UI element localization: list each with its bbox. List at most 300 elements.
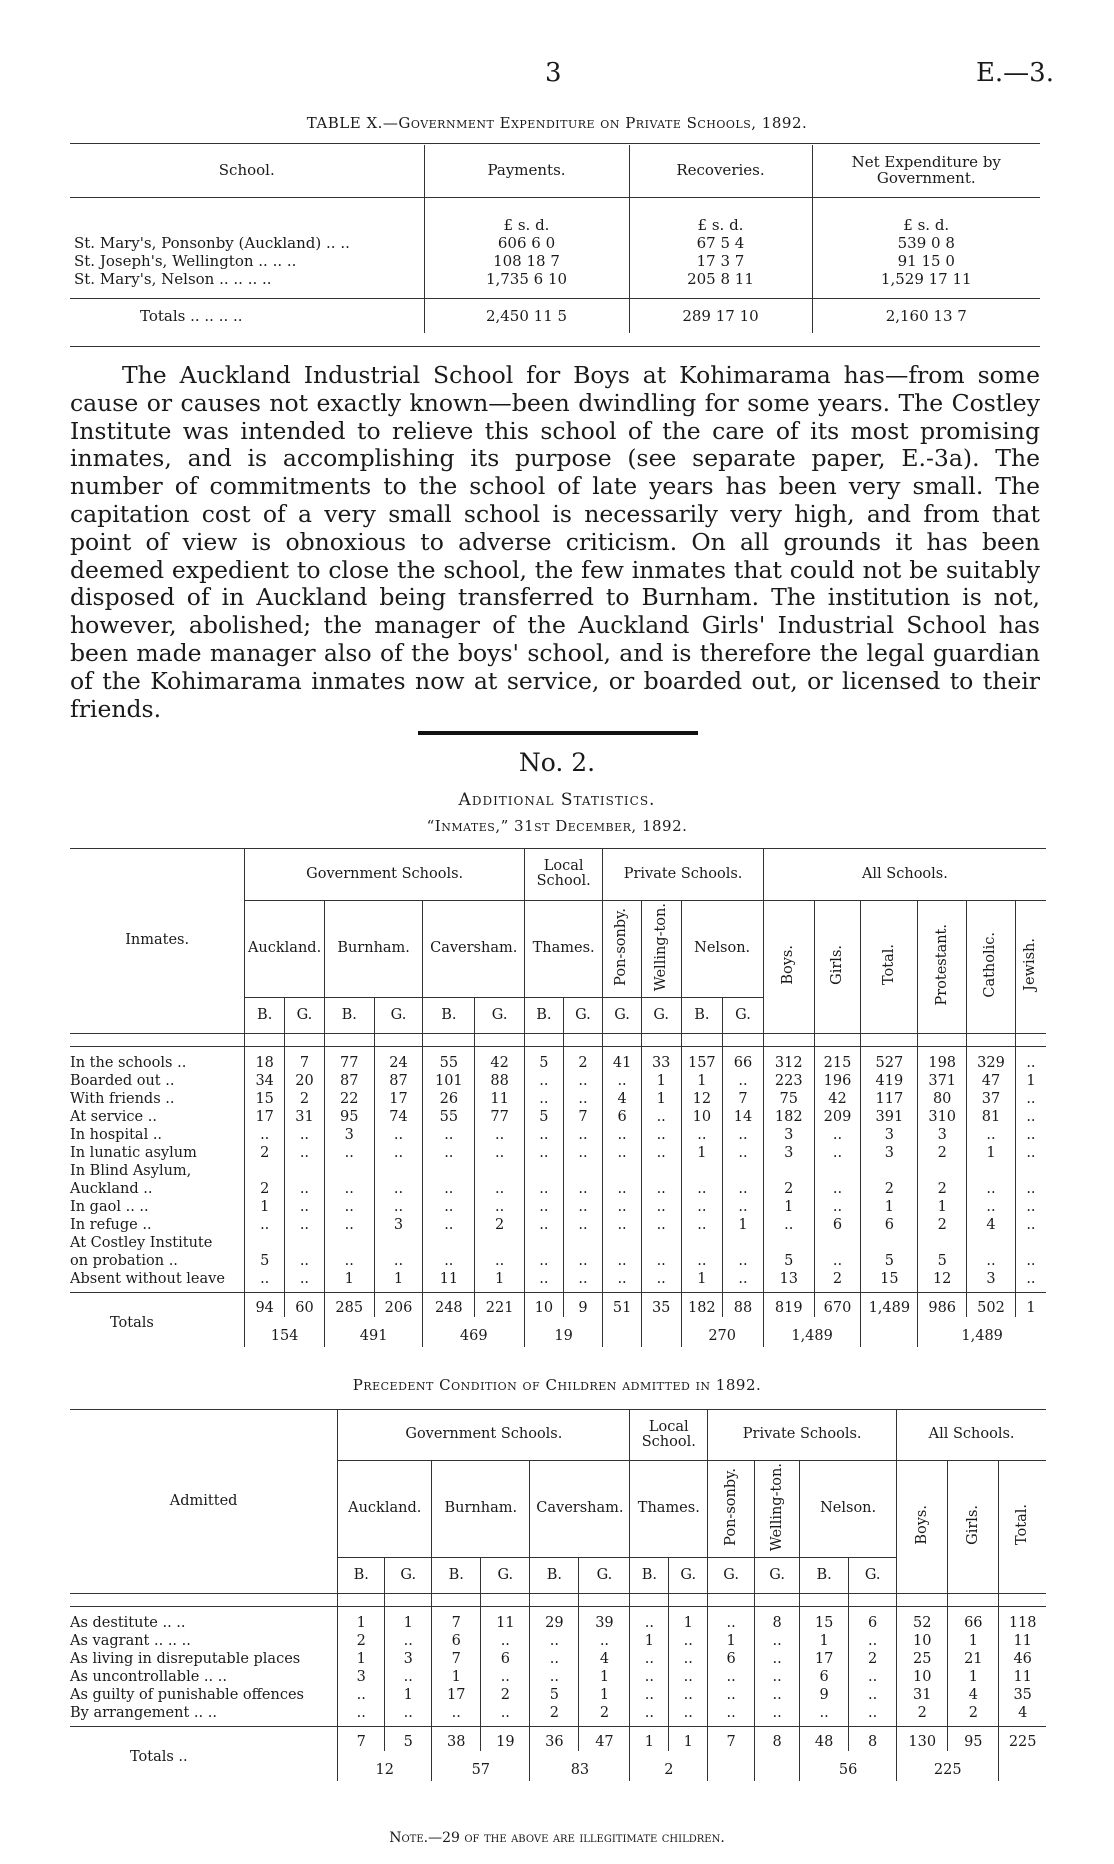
cell: .. (530, 1632, 579, 1650)
cell: 1 (723, 1216, 764, 1234)
cell: 1 (948, 1668, 999, 1686)
cell (1015, 1162, 1046, 1180)
cell: 3 (861, 1126, 918, 1144)
cell: .. (755, 1704, 800, 1727)
col-recoveries: Recoveries. (629, 145, 812, 197)
cell: 7 (432, 1593, 481, 1632)
cell: .. (525, 1180, 564, 1198)
cell: 13 (763, 1270, 814, 1293)
cell: .. (1015, 1198, 1046, 1216)
row-label: As vagrant .. .. .. (70, 1632, 191, 1649)
cell: 2 (897, 1704, 948, 1727)
table-x-top-rule (70, 143, 1040, 144)
cell: 42 (814, 1090, 861, 1108)
table-row (70, 1686, 1046, 1704)
cell: .. (475, 1144, 525, 1162)
total-cell: 1 (630, 1726, 669, 1751)
cell: .. (525, 1090, 564, 1108)
group-private-schools: Private Schools. (603, 849, 764, 900)
cell: .. (603, 1180, 642, 1198)
total-cell: 819 (763, 1292, 814, 1317)
cell: .. (563, 1144, 603, 1162)
cell: 3 (338, 1668, 385, 1686)
table-row (70, 1650, 1046, 1668)
row-label: As living in disreputable places (70, 1650, 301, 1667)
cell: 11 (423, 1270, 475, 1293)
cell: .. (530, 1668, 579, 1686)
cell: 21 (948, 1650, 999, 1668)
row-label: With friends .. (70, 1090, 175, 1107)
cell: 2 (918, 1180, 967, 1198)
cell: .. (603, 1144, 642, 1162)
cell: .. (285, 1180, 325, 1198)
cell: .. (563, 1270, 603, 1293)
total-cell: 130 (897, 1726, 948, 1751)
cell: 1 (385, 1686, 432, 1704)
cell: 14 (723, 1108, 764, 1126)
total-cell: 36 (530, 1726, 579, 1751)
inmates-bottom-rule (70, 1046, 1046, 1047)
cell: .. (681, 1252, 723, 1270)
table-note: Note.—29 of the above are illegitimate children. (389, 1830, 725, 1846)
table-row (70, 1180, 1046, 1198)
cell: 1 (708, 1632, 755, 1650)
cell: .. (324, 1180, 374, 1198)
cell: 5 (530, 1686, 579, 1704)
table-x-header-row (70, 145, 1040, 197)
totals-row (70, 1726, 1046, 1751)
table-row: St. Joseph's, Wellington .. .. .. 108 18 7 17 3 7 91 15 0 (70, 252, 1040, 270)
cell: .. (814, 1180, 861, 1198)
cell: 10 (681, 1108, 723, 1126)
cell: 22 (324, 1090, 374, 1108)
row-label: Absent without leave (70, 1270, 225, 1287)
cell: .. (814, 1198, 861, 1216)
cell: 15 (800, 1593, 849, 1632)
total-cell: 221 (475, 1292, 525, 1317)
cell: 11 (999, 1632, 1046, 1650)
cell: 7 (723, 1090, 764, 1108)
cell: .. (723, 1144, 764, 1162)
cell: 5 (763, 1252, 814, 1270)
group-total-thames: 2 (630, 1751, 708, 1781)
cell: .. (723, 1252, 764, 1270)
cell: 29 (530, 1593, 579, 1632)
cell: .. (1015, 1252, 1046, 1270)
cell (285, 1234, 325, 1252)
cell: 75 (763, 1090, 814, 1108)
cell: .. (755, 1668, 800, 1686)
cell: .. (374, 1126, 423, 1144)
cell: 46 (999, 1650, 1046, 1668)
cell: .. (324, 1198, 374, 1216)
section-divider (418, 731, 698, 735)
cell: 66 (723, 1033, 764, 1072)
cell: 6 (432, 1632, 481, 1650)
row-label: As guilty of punishable offences (70, 1686, 304, 1703)
row-label: At Costley Institute (70, 1234, 213, 1251)
cell: 42 (475, 1033, 525, 1072)
total-cell: 38 (432, 1726, 481, 1751)
cell: 3 (918, 1126, 967, 1144)
cell: .. (475, 1126, 525, 1144)
cell: 2 (481, 1686, 530, 1704)
cell: 1 (763, 1198, 814, 1216)
cell: 5 (525, 1033, 564, 1072)
cell: 11 (481, 1593, 530, 1632)
row-label: Auckland .. (70, 1180, 153, 1197)
cell: .. (285, 1126, 325, 1144)
cell: .. (723, 1072, 764, 1090)
cell: 2 (475, 1216, 525, 1234)
cell: 1 (475, 1270, 525, 1293)
group-total-auckland: 154 (245, 1317, 325, 1347)
cell: 47 (967, 1072, 1016, 1090)
cell: .. (967, 1252, 1016, 1270)
cell: 1 (918, 1198, 967, 1216)
cell: 5 (861, 1252, 918, 1270)
cell: .. (755, 1650, 800, 1668)
cell (723, 1234, 764, 1252)
cell: .. (1015, 1216, 1046, 1234)
cell: 2 (918, 1144, 967, 1162)
cell: .. (849, 1668, 897, 1686)
cell: .. (423, 1144, 475, 1162)
cell: .. (563, 1090, 603, 1108)
cell: 215 (814, 1033, 861, 1072)
cell: .. (338, 1686, 385, 1704)
cell: 1 (861, 1198, 918, 1216)
cell: 12 (681, 1090, 723, 1108)
cell: 101 (423, 1072, 475, 1090)
cell: 15 (861, 1270, 918, 1293)
cell: 2 (849, 1650, 897, 1668)
cell: 5 (918, 1252, 967, 1270)
cell: .. (814, 1252, 861, 1270)
totals-row (70, 1292, 1046, 1317)
cell: .. (525, 1198, 564, 1216)
cell: .. (1015, 1108, 1046, 1126)
table-row (70, 1270, 1046, 1293)
cell: 7 (563, 1108, 603, 1126)
cell: .. (563, 1072, 603, 1090)
cell: .. (849, 1686, 897, 1704)
cell: 371 (918, 1072, 967, 1090)
cell: .. (669, 1650, 708, 1668)
table-row (70, 1216, 1046, 1234)
group-total-caversham: 83 (530, 1751, 630, 1781)
cell: .. (669, 1686, 708, 1704)
row-label: As uncontrollable .. .. (70, 1668, 227, 1685)
cell: .. (800, 1704, 849, 1727)
cell: .. (641, 1144, 681, 1162)
cell: .. (324, 1216, 374, 1234)
cell: 17 (800, 1650, 849, 1668)
units: £ s. d. (424, 197, 629, 234)
total-cell: 48 (800, 1726, 849, 1751)
cell: 196 (814, 1072, 861, 1090)
cell: .. (525, 1270, 564, 1293)
cell: .. (324, 1144, 374, 1162)
cell (525, 1234, 564, 1252)
cell: .. (285, 1144, 325, 1162)
cell: 95 (324, 1108, 374, 1126)
cell: 81 (967, 1108, 1016, 1126)
cell: 198 (918, 1033, 967, 1072)
cell: 37 (967, 1090, 1016, 1108)
cell (763, 1162, 814, 1180)
cell: 17 (432, 1686, 481, 1704)
cell: .. (603, 1198, 642, 1216)
cell: 9 (800, 1686, 849, 1704)
cell: 1 (681, 1072, 723, 1090)
total-cell: 7 (708, 1726, 755, 1751)
inmates-table: Inmates. Government Schools. Local School. Private Schools. All Schools. Auckland. Burnham. Caversham. Thames. Pon-sonby. Welling-ton. Nelson. Boys. Girls. Total. Protestant. Catholic. Jewish. B. G. B. G. B. G. B. G. G. G. B. G. In the schools .. 18 7 77 24 55 42 5 2 41 33 157 66 312 215 527 198 329 .. Boarded out .. 34 20 87 87 101 88 .. .. .. 1 1 .. 223 196 419 371 47 1 With friends .. 15 2 22 17 26 11 .. .. 4 1 12 7 75 42 117 80 37 .. At service .. 17 31 95 74 55 77 5 7 6 .. 10 14 182 209 391 310 81 .. In hospital .. .. .. 3 .. .. .. .. .. .. .. .. .. 3 .. 3 3 .. .. In lunatic asylum 2 .. .. .. .. .. .. .. .. .. 1 .. 3 .. 3 2 1 .. In Blind Asylum, Auckland .. 2 .. .. .. .. .. .. .. .. .. .. .. 2 .. 2 2 .. .. In gaol .. .. 1 .. .. .. .. .. .. .. .. .. .. .. 1 .. 1 1 .. .. In refuge .. .. .. .. 3 .. 2 .. .. .. .. .. 1 .. 6 6 2 4 .. At Costley Institute on probation .. 5 .. .. .. .. .. .. .. .. .. .. .. 5 .. 5 5 .. .. Absent without leave .. .. 1 1 11 1 .. .. .. .. 1 .. 13 2 15 12 3 .. Totals 94 60 285 206 248 221 10 9 51 35 182 88 819 670 1,489 986 502 1 154 491 469 19 270 1,489 1,489 (70, 849, 1046, 1347)
cell: 209 (814, 1108, 861, 1126)
cell: .. (723, 1198, 764, 1216)
col-net-expenditure: Net Expenditure by Government. (812, 145, 1040, 197)
cell: 11 (999, 1668, 1046, 1686)
cell: 2 (530, 1704, 579, 1727)
cell: .. (641, 1252, 681, 1270)
cell: 3 (324, 1126, 374, 1144)
cell: .. (967, 1126, 1016, 1144)
total-cell: 206 (374, 1292, 423, 1317)
cell: .. (723, 1270, 764, 1293)
col-school: School. (70, 145, 424, 197)
table-row (70, 1252, 1046, 1270)
cell (967, 1234, 1016, 1252)
admitted-table: Admitted Government Schools. Local School. Private Schools. All Schools. Auckland. Burnham. Caversham. Thames. Pon-sonby. Welling-ton. Nelson. Boys. Girls. Total. B. G. B. G. B. G. B. G. G. G. B. G. As destitute .. .. 1 1 7 11 29 39 .. 1 .. 8 15 6 52 66 118 As vagrant .. .. .. 2 .. 6 .. .. .. 1 .. 1 .. 1 .. 10 1 11 As living in disreputable places 1 3 7 6 .. 4 .. .. 6 .. 17 2 25 21 46 As uncontrollable .. .. 3 .. 1 .. .. 1 .. .. .. .. 6 .. 10 1 11 As guilty of punishable offences .. 1 17 2 5 1 .. .. .. .. 9 .. 31 4 35 By arrangement .. .. .. .. .. .. 2 2 .. .. .. .. .. .. 2 2 4 Totals .. 7 5 38 19 36 47 1 1 7 8 48 8 130 95 225 12 57 83 2 56 225 (70, 1410, 1046, 1781)
cell (641, 1234, 681, 1252)
cell: 1 (385, 1593, 432, 1632)
cell: 1 (338, 1593, 385, 1632)
cell: .. (669, 1632, 708, 1650)
cell: .. (630, 1593, 669, 1632)
total-cell: 95 (948, 1726, 999, 1751)
cell: 10 (897, 1668, 948, 1686)
cell: 3 (763, 1144, 814, 1162)
cell: .. (630, 1650, 669, 1668)
table-row (70, 1072, 1046, 1090)
total-cell: 1,489 (861, 1292, 918, 1317)
table-row (70, 1632, 1046, 1650)
cell: .. (641, 1108, 681, 1126)
cell: 74 (374, 1108, 423, 1126)
cell: 1 (967, 1144, 1016, 1162)
group-total-religion: 1,489 (918, 1317, 1046, 1347)
cell: 1 (641, 1072, 681, 1090)
cell: 419 (861, 1072, 918, 1090)
cell: .. (630, 1686, 669, 1704)
cell: 3 (385, 1650, 432, 1668)
cell: .. (681, 1126, 723, 1144)
group-total-all_bg: 225 (897, 1751, 999, 1781)
cell: .. (374, 1198, 423, 1216)
cell: .. (374, 1144, 423, 1162)
cell: 34 (245, 1072, 285, 1090)
cell: .. (563, 1216, 603, 1234)
row-label: In refuge .. (70, 1216, 152, 1233)
cell: .. (708, 1593, 755, 1632)
cell (374, 1162, 423, 1180)
cell: 4 (603, 1090, 642, 1108)
precedent-table-title: Precedent Condition of Children admitted in 1892. (352, 1376, 762, 1394)
cell: .. (1015, 1090, 1046, 1108)
cell: .. (641, 1216, 681, 1234)
document-code: E.—3. (975, 58, 1054, 88)
table-row (70, 1593, 1046, 1632)
table-row (70, 1126, 1046, 1144)
cell (324, 1162, 374, 1180)
cell: 39 (579, 1593, 630, 1632)
total-cell: 986 (918, 1292, 967, 1317)
cell: 2 (245, 1144, 285, 1162)
cell: .. (374, 1180, 423, 1198)
cell: 118 (999, 1593, 1046, 1632)
cell: .. (423, 1252, 475, 1270)
cell: .. (630, 1668, 669, 1686)
cell: 3 (374, 1216, 423, 1234)
section-number: No. 2. (518, 748, 596, 777)
cell: .. (475, 1198, 525, 1216)
table-x-totals-row: Totals .. .. .. .. 2,450 11 5 289 17 10 2,160 13 7 (70, 298, 1040, 333)
cell (1015, 1234, 1046, 1252)
cell: 2 (285, 1090, 325, 1108)
cell: .. (641, 1126, 681, 1144)
cell: .. (525, 1216, 564, 1234)
row-label: Boarded out .. (70, 1072, 175, 1089)
cell: .. (385, 1632, 432, 1650)
cell (423, 1234, 475, 1252)
cell: .. (723, 1180, 764, 1198)
cell (861, 1162, 918, 1180)
cell (285, 1162, 325, 1180)
cell: 5 (245, 1252, 285, 1270)
cell: 11 (475, 1090, 525, 1108)
row-label: In the schools .. (70, 1054, 187, 1071)
cell: .. (603, 1216, 642, 1234)
group-total-caversham: 469 (423, 1317, 525, 1347)
cell: 66 (948, 1593, 999, 1632)
cell: 80 (918, 1090, 967, 1108)
cell: .. (579, 1632, 630, 1650)
cell: 329 (967, 1033, 1016, 1072)
cell: .. (755, 1632, 800, 1650)
cell: 2 (814, 1270, 861, 1293)
cell: 6 (849, 1593, 897, 1632)
row-label: In hospital .. (70, 1126, 163, 1143)
total-cell: 248 (423, 1292, 475, 1317)
cell: .. (285, 1216, 325, 1234)
cell (814, 1234, 861, 1252)
cell: .. (603, 1072, 642, 1090)
cell: 1 (800, 1632, 849, 1650)
cell: .. (285, 1252, 325, 1270)
row-label: on probation .. (70, 1252, 178, 1269)
cell: .. (423, 1126, 475, 1144)
cell: 8 (755, 1593, 800, 1632)
cell: 88 (475, 1072, 525, 1090)
admitted-bottom-rule (70, 1606, 1046, 1607)
total-cell: 47 (579, 1726, 630, 1751)
row-label: By arrangement .. .. (70, 1704, 217, 1721)
total-cell: 9 (563, 1292, 603, 1317)
cell: 87 (324, 1072, 374, 1090)
cell: 1 (432, 1668, 481, 1686)
cell: 1 (245, 1198, 285, 1216)
cell: 55 (423, 1033, 475, 1072)
cell: 312 (763, 1033, 814, 1072)
table-row (70, 1234, 1046, 1252)
table-row (70, 1033, 1046, 1072)
table-x-units-row (70, 197, 1040, 234)
cell: 77 (475, 1108, 525, 1126)
cell: .. (385, 1704, 432, 1727)
cell: 18 (245, 1033, 285, 1072)
cell: .. (245, 1270, 285, 1293)
cell: .. (849, 1704, 897, 1727)
cell (475, 1234, 525, 1252)
group-all-schools: All Schools. (763, 849, 1046, 900)
cell: 6 (861, 1216, 918, 1234)
total-cell: 1 (669, 1726, 708, 1751)
page-number: 3 (545, 58, 562, 88)
total-cell: 182 (681, 1292, 723, 1317)
group-total-nelson: 270 (681, 1317, 763, 1347)
body-paragraph: The Auckland Industrial School for Boys at Kohimarama has—from some cause or causes not exactly known—been dwindling for some years. The Costley Institute was intended to relieve this school of the care of its most promising inmates, and is accomplishing its purpose (see separate paper, E.-3a). The number of commitments to the school of late years has been very small. The capitation cost of a very small school is necessarily very high, and from that point of view is obnoxious to adverse criticism. On all grounds it has been deemed expedient to close the school, the few inmates that could not be suitably disposed of in Auckland being transferred to Burnham. The institution is not, however, abolished; the manager of the Auckland Girls' Industrial School has been made manager also of the boys' school, and is therefore the legal guardian of the Kohimarama inmates now at service, or boarded out, or licensed to their friends. (70, 361, 1040, 723)
cell: .. (285, 1270, 325, 1293)
total-cell: 225 (999, 1726, 1046, 1751)
total-cell: 19 (481, 1726, 530, 1751)
total-cell: 60 (285, 1292, 325, 1317)
cell (918, 1162, 967, 1180)
group-total-thames: 19 (525, 1317, 603, 1347)
row-label: In Blind Asylum, (70, 1162, 192, 1179)
cell: .. (1015, 1270, 1046, 1293)
cell: 2 (948, 1704, 999, 1727)
cell: .. (603, 1126, 642, 1144)
cell: .. (285, 1198, 325, 1216)
cell: 527 (861, 1033, 918, 1072)
cell: .. (324, 1252, 374, 1270)
cell: 157 (681, 1033, 723, 1072)
cell: 5 (525, 1108, 564, 1126)
cell (861, 1234, 918, 1252)
table-row (70, 1162, 1046, 1180)
cell: 2 (563, 1033, 603, 1072)
cell (324, 1234, 374, 1252)
admitted-stub-header: Admitted (70, 1410, 338, 1593)
cell: .. (475, 1180, 525, 1198)
totals-label: Totals .. (70, 1726, 338, 1781)
group-government-schools: Government Schools. (245, 849, 525, 900)
cell: 24 (374, 1033, 423, 1072)
cell: 2 (918, 1216, 967, 1234)
cell (723, 1162, 764, 1180)
cell: 10 (897, 1632, 948, 1650)
total-cell: 94 (245, 1292, 285, 1317)
cell: 6 (814, 1216, 861, 1234)
cell: .. (423, 1216, 475, 1234)
group-total-nelson: 56 (800, 1751, 897, 1781)
cell: .. (755, 1686, 800, 1704)
cell: 1 (641, 1090, 681, 1108)
page-header (0, 58, 1114, 98)
cell: 3 (967, 1270, 1016, 1293)
cell: 17 (374, 1090, 423, 1108)
cell: .. (708, 1668, 755, 1686)
